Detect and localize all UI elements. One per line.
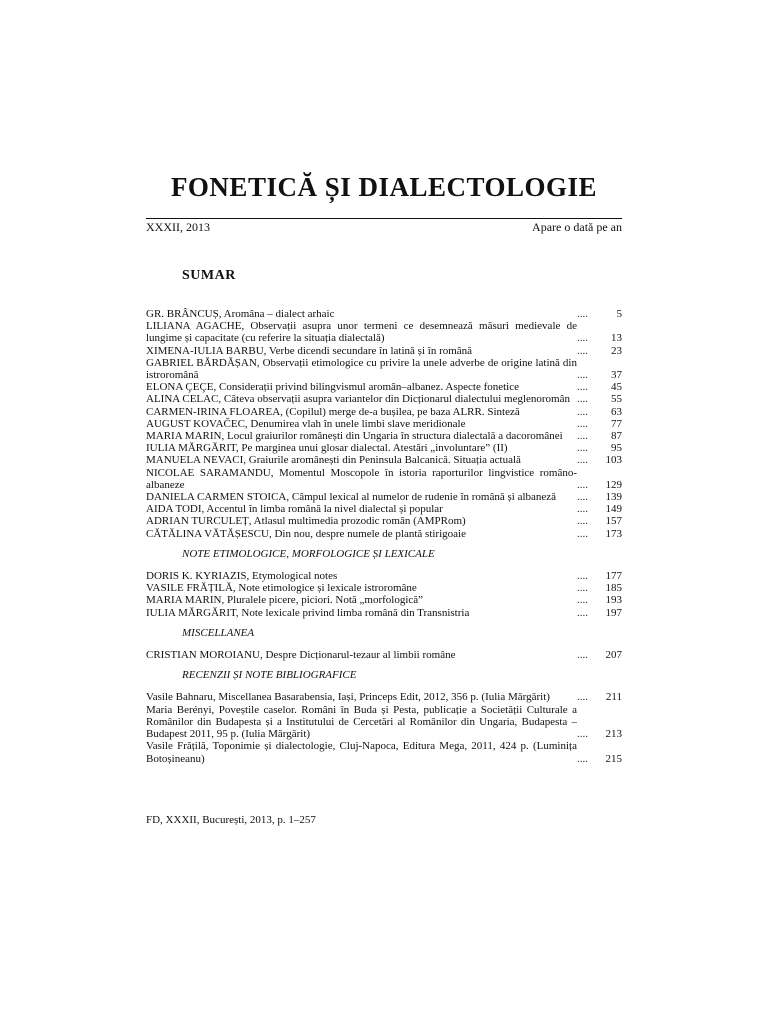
toc-entry — [146, 467, 622, 491]
leader-dots: .... — [577, 606, 588, 619]
toc-page-number: 23 — [611, 344, 622, 357]
toc-entry — [146, 704, 622, 741]
toc-page-number: 157 — [605, 515, 622, 528]
leader-dots: .... — [577, 344, 588, 357]
leader-dots: .... — [577, 691, 588, 704]
toc-page-number: 193 — [605, 594, 622, 607]
section-heading: NOTE ETIMOLOGICE, MORFOLOGICE ȘI LEXICALE — [182, 547, 435, 560]
toc-entry — [146, 740, 622, 764]
toc-page-number: 149 — [605, 503, 622, 516]
toc-entry-title: IULIA MĂRGĂRIT, Note lexicale privind limba română din Transnistria — [146, 606, 470, 619]
toc-page-number: 129 — [605, 478, 622, 491]
leader-dots: .... — [577, 417, 588, 430]
toc-page-number: 215 — [605, 752, 622, 765]
toc-entry-title: GABRIEL BĂRDĂȘAN, Observații etimologice cu privire la unele adverbe de origine latină din istroromână — [146, 356, 577, 382]
toc-entry — [146, 649, 622, 661]
journal-title: FONETICĂ ȘI DIALECTOLOGIE — [170, 172, 598, 202]
toc-page-number: 185 — [605, 582, 622, 595]
toc-entry — [146, 691, 622, 703]
toc-entry-title: MARIA MARIN, Locul graiurilor românești din Ungaria în structura dialectală a dacoromânei — [146, 430, 563, 443]
toc-entry-title: GR. BRÂNCUȘ, Aromâna – dialect arhaic — [146, 308, 335, 320]
toc-entry-title: AUGUST KOVAČEC, Denumirea vlah în unele limbi slave meridionale — [146, 417, 466, 430]
toc-entry — [146, 320, 622, 344]
leader-dots: .... — [577, 728, 588, 741]
toc-page-number: 213 — [605, 728, 622, 741]
leader-dots: .... — [577, 649, 588, 662]
toc-entry — [146, 393, 622, 405]
toc-entry — [146, 607, 622, 619]
toc-page-number: 63 — [611, 405, 622, 418]
toc-entry — [146, 345, 622, 357]
leader-dots: .... — [577, 570, 588, 583]
toc-page-number: 37 — [611, 369, 622, 382]
leader-dots: .... — [577, 369, 588, 382]
toc-entry-title: VASILE FRĂȚILĂ, Note etimologice și lexicale istroromâne — [146, 582, 417, 595]
toc-entry-title: CARMEN-IRINA FLOAREA, (Copilul) merge de-a bușilea, pe baza ALRR. Sinteză — [146, 405, 520, 418]
toc-entry — [146, 454, 622, 466]
toc-page-number: 13 — [611, 332, 622, 345]
issue-line — [146, 218, 622, 235]
leader-dots: .... — [577, 582, 588, 595]
toc-entry — [146, 308, 622, 320]
table-of-contents — [146, 308, 622, 765]
toc-entry — [146, 491, 622, 503]
toc-entry-title: ALINA CELAC, Câteva observații asupra variantelor din Dicționarul dialectului meglenoromân — [146, 393, 570, 406]
toc-entry — [146, 381, 622, 393]
toc-page-number: 5 — [616, 308, 622, 320]
toc-entry-title: MARIA MARIN, Pluralele picere, piciori. Notă „morfologică” — [146, 594, 424, 607]
toc-entry — [146, 582, 622, 594]
toc-entry — [146, 357, 622, 381]
section-heading: MISCELLANEA — [182, 626, 255, 639]
toc-entry-title: LILIANA AGACHE, Observații asupra unor termeni ce desemnează măsuri medievale de lungime și capacitate (cu referire la situația dialectală) — [146, 320, 577, 345]
toc-entry-title: AIDA TODI, Accentul în limba română la nivel dialectal și popular — [146, 503, 443, 516]
toc-page-number: 55 — [611, 393, 622, 406]
leader-dots: .... — [577, 393, 588, 406]
toc-page-number: 103 — [605, 454, 622, 467]
toc-entry-title: ADRIAN TURCULEȚ, Atlasul multimedia prozodic român (AMPRom) — [146, 515, 466, 528]
toc-page-number: 207 — [605, 649, 622, 662]
toc-page-number: 173 — [605, 527, 622, 540]
leader-dots: .... — [577, 308, 588, 320]
leader-dots: .... — [577, 405, 588, 418]
leader-dots: .... — [577, 515, 588, 528]
toc-entry-title: Vasile Bahnaru, Miscellanea Basarabensia, Iași, Princeps Edit, 2012, 356 p. (Iulia Mărgărit) — [146, 691, 550, 704]
toc-entry — [146, 418, 622, 430]
section-heading: RECENZII ȘI NOTE BIBLIOGRAFICE — [182, 669, 357, 682]
toc-page-number: 177 — [605, 570, 622, 583]
leader-dots: .... — [577, 381, 588, 394]
toc-entry-title: MANUELA NEVACI, Graiurile aromânești din Peninsula Balcanică. Situația actuală — [146, 454, 521, 467]
toc-entry-title: XIMENA-IULIA BARBU, Verbe dicendi secundare în latină și în română — [146, 344, 473, 357]
leader-dots: .... — [577, 503, 588, 516]
leader-dots: .... — [577, 430, 588, 443]
leader-dots: .... — [577, 478, 588, 491]
leader-dots: .... — [577, 491, 588, 504]
toc-entry-title: NICOLAE SARAMANDU, Momentul Moscopole în istoria raporturilor lingvistice româno-albaneze — [146, 466, 577, 491]
leader-dots: .... — [577, 594, 588, 607]
toc-entry-title: CĂTĂLINA VĂTĂȘESCU, Din nou, despre numele de plantă stirigoaie — [146, 527, 466, 540]
toc-page-number: 45 — [611, 381, 622, 394]
toc-entry — [146, 594, 622, 606]
toc-entry-title: DORIS K. KYRIAZIS, Etymological notes — [146, 570, 338, 583]
toc-entry — [146, 406, 622, 418]
toc-entry — [146, 503, 622, 515]
toc-page-number: 211 — [605, 691, 622, 704]
contents-heading: SUMAR — [182, 268, 236, 283]
toc-entry-title: Maria Berényi, Poveștile caselor. Români în Buda și Pesta, publicație a Societății Culturale a Românilor din Budapesta și a Institutului de Cercetări al Românilor din Ungaria, Budapesta – Budapest 2011, 95 p. (Iulia Mărgărit) — [146, 703, 577, 741]
toc-entry-title: Vasile Frățilă, Toponimie și dialectologie, Cluj-Napoca, Editura Mega, 2011, 424 p. (Luminița Botoșineanu) — [146, 740, 577, 765]
toc-entry-title: CRISTIAN MOROIANU, Despre Dicționarul-tezaur al limbii române — [146, 649, 456, 662]
toc-entry — [146, 515, 622, 527]
leader-dots: .... — [577, 442, 588, 455]
toc-entry — [146, 528, 622, 540]
toc-entry-title: DANIELA CARMEN STOICA, Câmpul lexical al numelor de rudenie în română și albaneză — [146, 491, 557, 504]
toc-entry — [146, 570, 622, 582]
toc-entry — [146, 442, 622, 454]
toc-page-number: 197 — [605, 606, 622, 619]
volume-year: XXXII, 2013 — [146, 220, 210, 234]
publication-frequency: Apare o dată pe an — [532, 220, 622, 234]
leader-dots: .... — [577, 332, 588, 345]
toc-page-number: 95 — [611, 442, 622, 455]
leader-dots: .... — [577, 454, 588, 467]
toc-page-number: 87 — [611, 430, 622, 443]
leader-dots: .... — [577, 752, 588, 765]
toc-entry-title: ELONA ÇEÇE, Considerații privind bilingvismul aromân–albanez. Aspecte fonetice — [146, 381, 520, 394]
footer-citation: FD, XXXII, București, 2013, p. 1–257 — [146, 814, 316, 826]
toc-entry-title: IULIA MĂRGĂRIT, Pe marginea unui glosar dialectal. Atestări „involuntare” (II) — [146, 442, 508, 455]
leader-dots: .... — [577, 527, 588, 540]
toc-page-number: 139 — [605, 491, 622, 504]
toc-page-number: 77 — [611, 417, 622, 430]
toc-entry — [146, 430, 622, 442]
